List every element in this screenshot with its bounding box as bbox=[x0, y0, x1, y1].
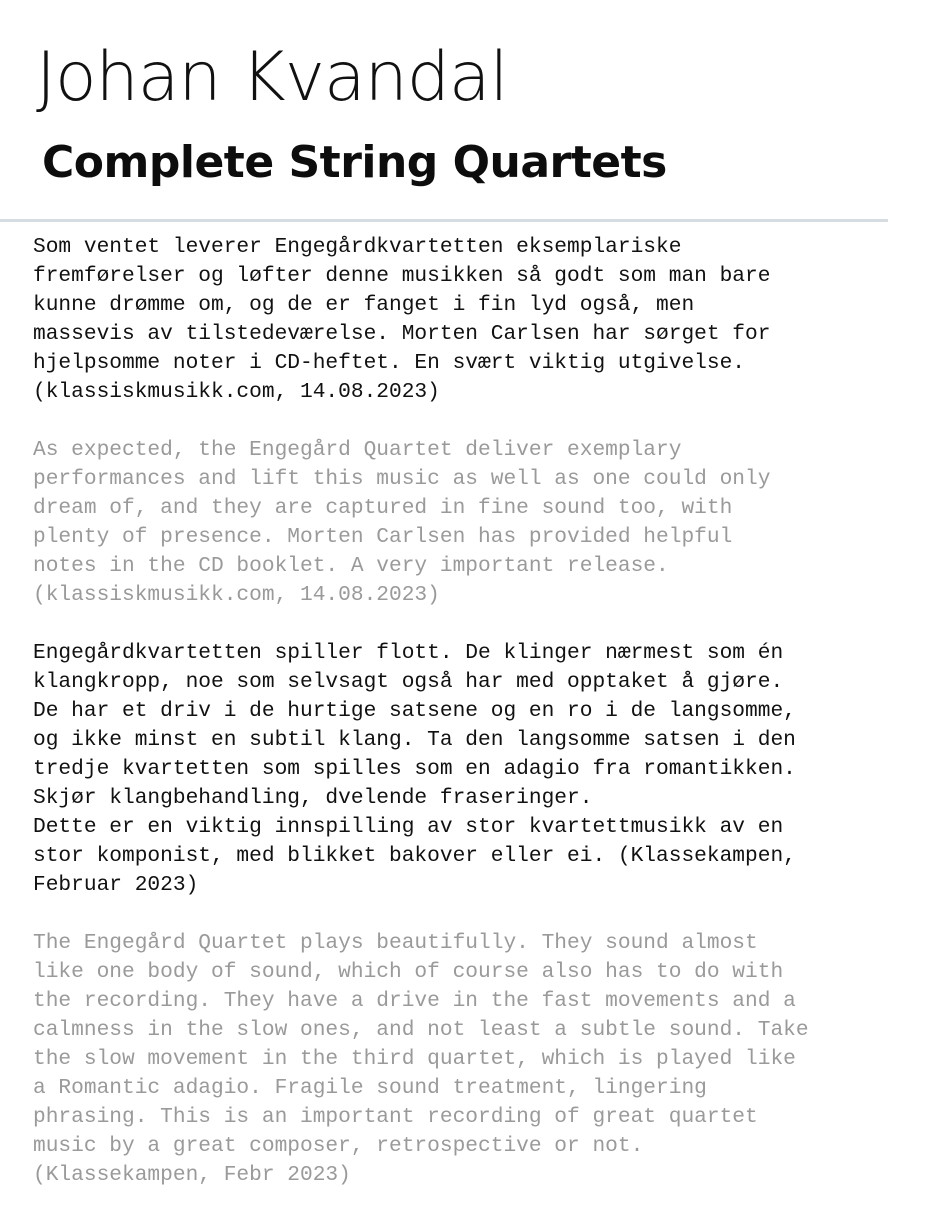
page-header bbox=[0, 0, 888, 222]
composer-name: Johan Kvandal bbox=[36, 38, 508, 117]
review-english-klassiskmusikk: As expected, the Engegård Quartet deliver exemplary performances and lift this music as well as one could only dream of, and they are captured in fine sound too, with plenty of presence. Morten Carlsen has provided helpful notes in the CD booklet. A very important release. (klassiskmusikk.com, 14.08.2023) bbox=[33, 438, 771, 607]
reviews-section bbox=[33, 233, 913, 1219]
review-norwegian-klassiskmusikk: Som ventet leverer Engegårdkvartetten eksemplariske fremførelser og løfter denne musikken så godt som man bare kunne drømme om, og de er fanget i fin lyd også, men massevis av tilstedeværelse. Morten Carlsen har sørget for hjelpsomme noter i CD-heftet. En svært viktig utgivelse. (klassiskmusikk.com, 14.08.2023) bbox=[33, 235, 771, 404]
album-title: Complete String Quartets bbox=[42, 137, 667, 188]
review-norwegian-klassekampen: Engegårdkvartetten spiller flott. De klinger nærmest som én klangkropp, noe som selvsagt også har med opptaket å gjøre. De har et driv i de hurtige satsene og en ro i de langsomme, og ikke minst en subtil klang. Ta den langsomme satsen i den tredje kvartetten som spilles som en adagio fra romantikken. Skjør klangbehandling, dvelende fraseringer. Dette er en viktig innspilling av stor kvartettmusikk av en stor komponist, med blikket bakover eller ei. (Klassekampen, Februar 2023) bbox=[33, 641, 796, 897]
review-english-klassekampen: The Engegård Quartet plays beautifully. They sound almost like one body of sound, which of course also has to do with the recording. They have a drive in the fast movements and a calmness in the slow ones, and not least a subtle sound. Take the slow movement in the third quartet, which is played like a Romantic adagio. Fragile sound treatment, lingering phrasing. This is an important recording of great quartet music by a great composer, retrospective or not. (Klassekampen, Febr 2023) bbox=[33, 931, 809, 1187]
